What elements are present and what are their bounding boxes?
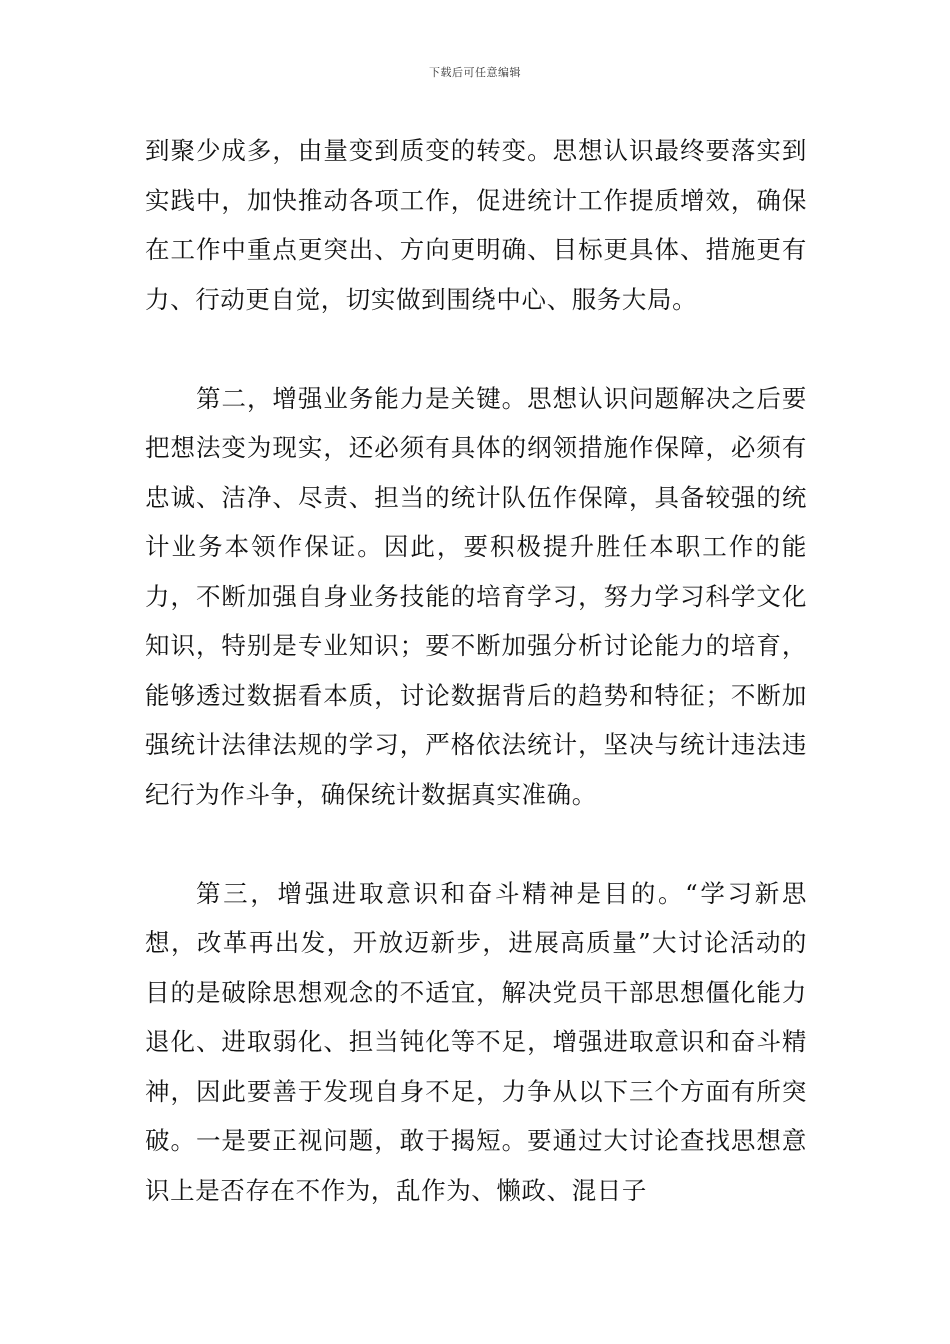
document-body bbox=[145, 126, 807, 1215]
paragraph-3: 第三，增强进取意识和奋斗精神是目的。“学习新思想，改革再出发，开放迈新步，进展高质量”大讨论活动的目的是破除思想观念的不适宜，解决党员干部思想僵化能力退化、进取弱化、担当钝化等不足，增强进取意识和奋斗精神，因此要善于发现自身不足，力争从以下三个方面有所突破。一是要正视问题，敢于揭短。要通过大讨论查找思想意识上是否存在不作为，乱作为、懒政、混日子 bbox=[145, 878, 807, 1205]
paragraph-2: 第二，增强业务能力是关键。思想认识问题解决之后要把想法变为现实，还必须有具体的纲领措施作保障，必须有忠诚、洁净、尽责、担当的统计队伍作保障，具备较强的统计业务本领作保证。因此，要积极提升胜任本职工作的能力，不断加强自身业务技能的培育学习，努力学习科学文化知识，特别是专业知识；要不断加强分析讨论能力的培育，能够透过数据看本质，讨论数据背后的趋势和特征；不断加强统计法律法规的学习，严格依法统计，坚决与统计违法违纪行为作斗争，确保统计数据真实准确。 bbox=[145, 383, 807, 809]
page-header: 下载后可任意编辑 bbox=[429, 66, 521, 79]
paragraph-1: 到聚少成多，由量变到质变的转变。思想认识最终要落实到实践中，加快推动各项工作，促进统计工作提质增效，确保在工作中重点更突出、方向更明确、目标更具体、措施更有力、行动更自觉，切实做到围绕中心、服务大局。 bbox=[145, 136, 807, 314]
